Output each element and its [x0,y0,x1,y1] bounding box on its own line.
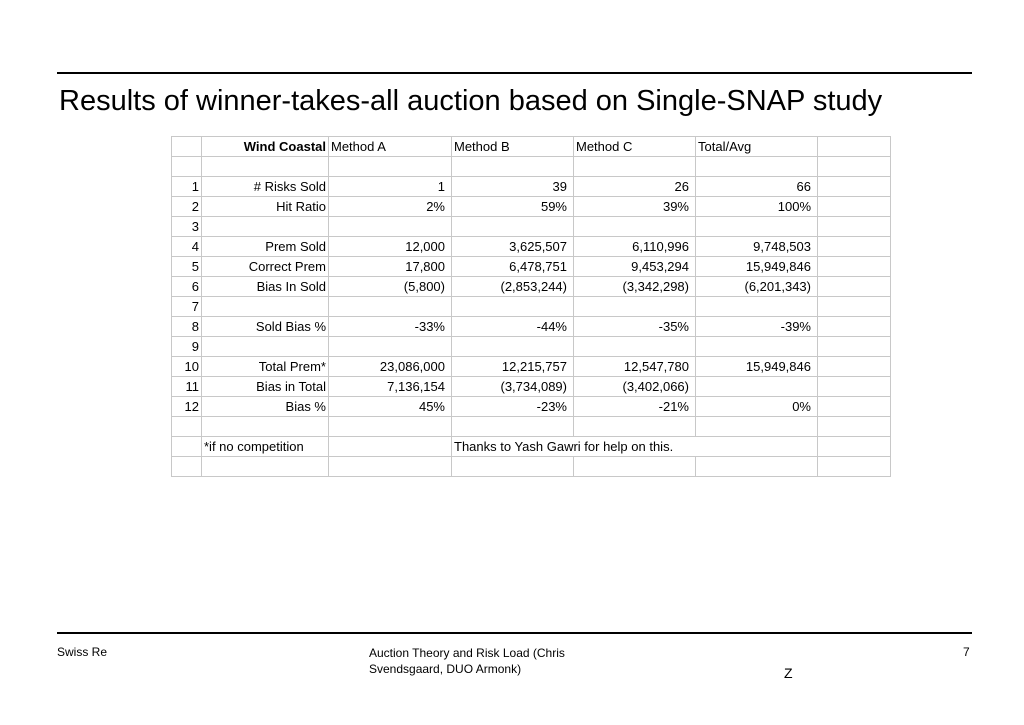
top-rule [57,72,972,74]
table-cell: 2 [172,197,202,217]
table-cell: 6,110,996 [574,237,696,257]
table-cell [329,457,452,477]
table-cell: 39 [452,177,574,197]
table-cell [818,317,891,337]
table-cell: 7,136,154 [329,377,452,397]
table-row [172,357,891,377]
table-cell [818,377,891,397]
table-cell: (3,342,298) [574,277,696,297]
table-cell: 2% [329,197,452,217]
table-cell [202,217,329,237]
table-cell [818,337,891,357]
table-cell [818,197,891,217]
table-row [172,397,891,417]
table-cell [202,457,329,477]
table-cell: 3,625,507 [452,237,574,257]
table-row [172,277,891,297]
table-cell [452,217,574,237]
table-cell: -44% [452,317,574,337]
table-cell [172,417,202,437]
table-cell [696,157,818,177]
table-cell: Wind Coastal [202,137,329,157]
table-cell: 6 [172,277,202,297]
table-cell [574,417,696,437]
table-note-row [172,437,891,457]
table-cell [818,177,891,197]
table-cell [452,417,574,437]
page-number: 7 [963,645,970,659]
acknowledgement: Thanks to Yash Gawri for help on this. [452,437,818,457]
table-cell: 10 [172,357,202,377]
table-cell: # Risks Sold [202,177,329,197]
table-cell: 12,547,780 [574,357,696,377]
table-cell: (3,402,066) [574,377,696,397]
table-cell: Bias In Sold [202,277,329,297]
table-cell: Correct Prem [202,257,329,277]
table-cell [818,297,891,317]
table-cell: Total Prem* [202,357,329,377]
table-cell: 0% [696,397,818,417]
table-cell [818,217,891,237]
table-cell [452,457,574,477]
table-cell [202,157,329,177]
table-cell [172,157,202,177]
table-cell: 9,453,294 [574,257,696,277]
table-cell [202,417,329,437]
table-cell: Bias in Total [202,377,329,397]
slide-title: Results of winner-takes-all auction based on Single-SNAP study [59,85,883,117]
table-cell [574,157,696,177]
bottom-rule [57,632,972,634]
table-cell [172,457,202,477]
table-cell [452,337,574,357]
table-cell [574,217,696,237]
table-cell: (2,853,244) [452,277,574,297]
table-cell: 4 [172,237,202,257]
table-row [172,157,891,177]
table-cell [818,237,891,257]
table-cell [696,217,818,237]
table-cell: Hit Ratio [202,197,329,217]
table-cell [202,297,329,317]
table-cell: Total/Avg [696,137,818,157]
table-cell [818,457,891,477]
table-cell: 1 [329,177,452,197]
table-row [172,257,891,277]
table-row [172,337,891,357]
table-row [172,297,891,317]
table-cell: 6,478,751 [452,257,574,277]
table-cell: 12,215,757 [452,357,574,377]
table-cell [329,417,452,437]
table-cell [696,337,818,357]
table-cell: (6,201,343) [696,277,818,297]
table-cell [696,297,818,317]
table-cell: -23% [452,397,574,417]
table-cell [452,297,574,317]
table-cell: -35% [574,317,696,337]
table-row [172,217,891,237]
table-cell: Sold Bias % [202,317,329,337]
table-cell: -33% [329,317,452,337]
table-cell: Method A [329,137,452,157]
table-cell [818,397,891,417]
table-cell [329,337,452,357]
table-cell [818,417,891,437]
table-cell [696,417,818,437]
table-cell: (5,800) [329,277,452,297]
table-cell: 12,000 [329,237,452,257]
table-cell: 39% [574,197,696,217]
table-cell [818,257,891,277]
table-row [172,457,891,477]
table-cell: 12 [172,397,202,417]
table-cell [574,457,696,477]
table-cell: Prem Sold [202,237,329,257]
table-cell: 9,748,503 [696,237,818,257]
footer-mark: Z [784,665,793,681]
table-row [172,417,891,437]
table-cell [818,137,891,157]
table-cell: -39% [696,317,818,337]
table-cell: 26 [574,177,696,197]
table-row [172,377,891,397]
table-cell: 23,086,000 [329,357,452,377]
table-cell [818,157,891,177]
table-cell [329,297,452,317]
table-cell [818,357,891,377]
table-cell [172,437,202,457]
table-cell: 9 [172,337,202,357]
table-cell: Method B [452,137,574,157]
table-cell [172,137,202,157]
table-cell: -21% [574,397,696,417]
table-cell [329,437,452,457]
table-cell [818,437,891,457]
table-cell: Bias % [202,397,329,417]
table-cell [574,337,696,357]
table-row [172,317,891,337]
table-cell [202,337,329,357]
table-cell: 8 [172,317,202,337]
table-cell: 15,949,846 [696,357,818,377]
table-row [172,237,891,257]
table-cell [329,217,452,237]
table-cell: 7 [172,297,202,317]
footer-presentation-title: Auction Theory and Risk Load (Chris Svendsgaard, DUO Armonk) [369,646,565,676]
table-cell [452,157,574,177]
table-cell: 100% [696,197,818,217]
footnote: *if no competition [202,437,329,457]
table-cell [696,457,818,477]
table-cell [329,157,452,177]
table-cell: 3 [172,217,202,237]
table-cell: 59% [452,197,574,217]
table-cell: 5 [172,257,202,277]
table-header-row [172,137,891,157]
table-cell: 66 [696,177,818,197]
table-cell: 45% [329,397,452,417]
table-cell [696,377,818,397]
table-cell: 1 [172,177,202,197]
table-cell [818,277,891,297]
table-cell: Method C [574,137,696,157]
footer-company: Swiss Re [57,645,108,659]
table-cell: 11 [172,377,202,397]
table-cell [574,297,696,317]
results-table [171,136,891,477]
table-row [172,197,891,217]
table-cell: (3,734,089) [452,377,574,397]
table-cell: 17,800 [329,257,452,277]
table-row [172,177,891,197]
table-cell: 15,949,846 [696,257,818,277]
